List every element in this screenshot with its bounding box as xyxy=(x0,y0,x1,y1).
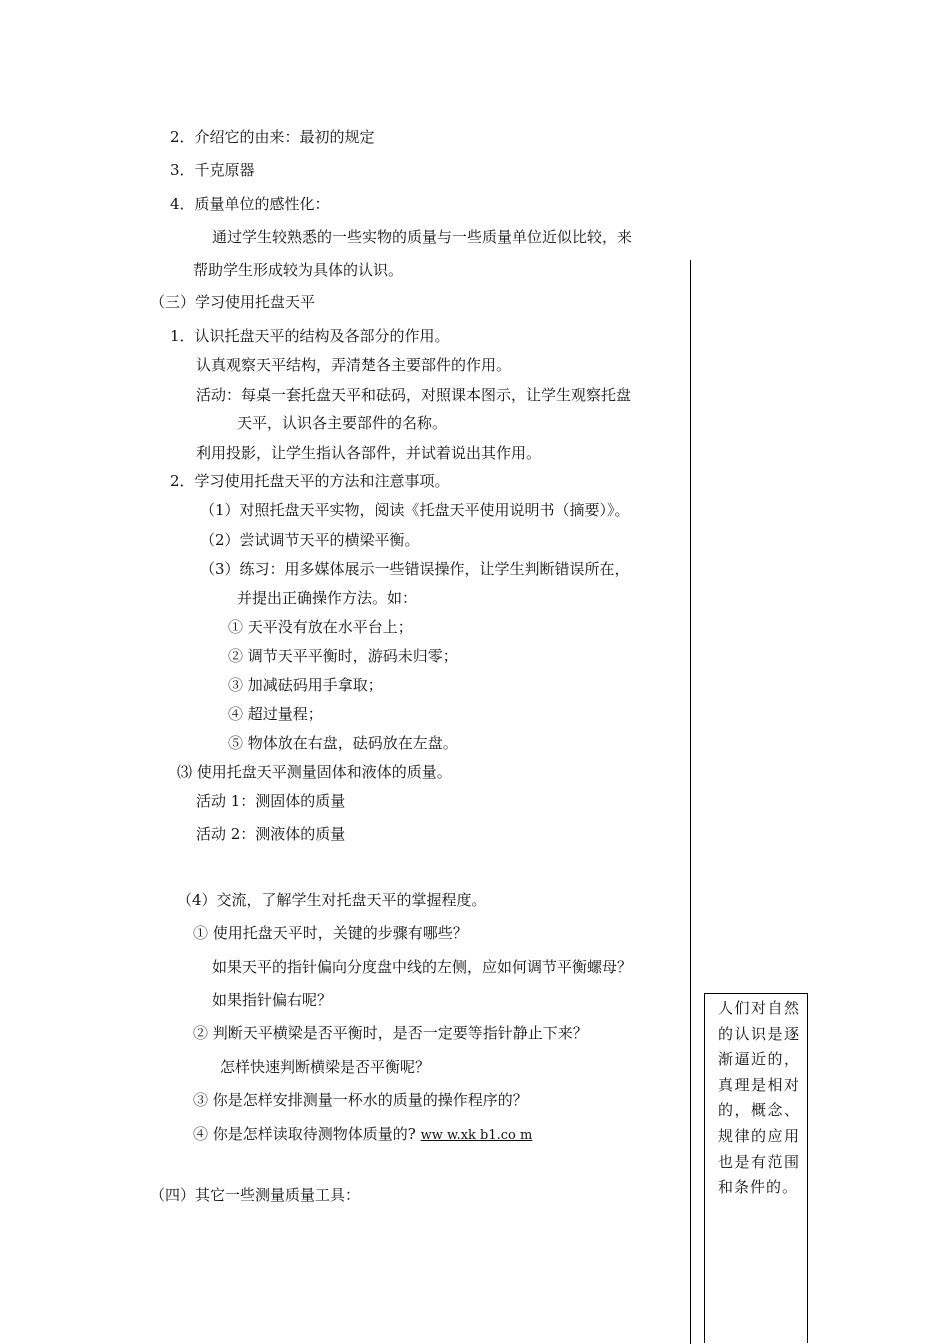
paragraph-line: 认真观察天平结构，弄清楚各主要部件的作用。 xyxy=(196,356,512,374)
paragraph-line: 帮助学生形成较为具体的认识。 xyxy=(193,261,404,279)
paragraph-line: 通过学生较熟悉的一些实物的质量与一些质量单位近似比较，来 xyxy=(212,228,633,246)
paragraph-line: 天平，认识各主要部件的名称。 xyxy=(237,414,448,432)
numbered-item: ⑤ 物体放在右盘，砝码放在左盘。 xyxy=(228,734,458,752)
list-item: 1．认识托盘天平的结构及各部分的作用。 xyxy=(170,327,450,345)
question-text: ④ 你是怎样读取待测物体质量的? xyxy=(193,1125,416,1143)
paragraph-line: 如果天平的指针偏向分度盘中线的左侧，应如何调节平衡螺母？ xyxy=(212,958,633,976)
sub-item: （1）对照托盘天平实物，阅读《托盘天平使用说明书（摘要）》。 xyxy=(200,501,630,519)
numbered-item: ③ 加减砝码用手拿取； xyxy=(228,676,383,694)
column-divider xyxy=(690,260,691,1344)
activity-line: 活动 1：测固体的质量 xyxy=(196,792,346,810)
paragraph-line: 怎样快速判断横梁是否平衡呢？ xyxy=(220,1058,431,1076)
list-item: 2．学习使用托盘天平的方法和注意事项。 xyxy=(170,472,450,490)
numbered-item: ① 天平没有放在水平台上； xyxy=(228,618,413,636)
watermark-link[interactable]: ww w.xk b1.co m xyxy=(420,1128,533,1143)
numbered-item: ② 调节天平平衡时，游码未归零； xyxy=(228,647,458,665)
paragraph-line: 利用投影，让学生指认各部件，并试着说出其作用。 xyxy=(196,444,542,462)
paragraph-line: 活动：每桌一套托盘天平和砝码，对照课本图示，让学生观察托盘 xyxy=(196,386,632,404)
activity-line: 活动 2：测液体的质量 xyxy=(196,825,346,843)
sub-item: （2）尝试调节天平的横梁平衡。 xyxy=(200,531,420,549)
sub-item: （4）交流，了解学生对托盘天平的掌握程度。 xyxy=(177,891,487,909)
section-heading: （三）学习使用托盘天平 xyxy=(150,293,316,311)
question-item: ① 使用托盘天平时，关键的步骤有哪些？ xyxy=(193,924,468,942)
sidebar-note: 人们对自然的认识是逐渐逼近的，真理是相对的，概念、规律的应用也是有范围和条件的。 xyxy=(718,999,800,1197)
sub-item: （3）练习：用多媒体展示一些错误操作，让学生判断错误所在， xyxy=(200,560,630,578)
list-item: 4．质量单位的感性化： xyxy=(170,195,330,213)
question-item: ③ 你是怎样安排测量一杯水的质量的操作程序的？ xyxy=(193,1091,528,1109)
list-item: 2．介绍它的由来：最初的规定 xyxy=(170,128,375,146)
paragraph-line: 如果指针偏右呢？ xyxy=(212,991,333,1009)
sub-item: ⑶ 使用托盘天平测量固体和液体的质量。 xyxy=(177,763,452,781)
sidebar-note-box xyxy=(704,993,808,1343)
question-item xyxy=(193,1124,532,1146)
paragraph-line: 并提出正确操作方法。如： xyxy=(237,589,418,607)
question-item: ② 判断天平横梁是否平衡时，是否一定要等指针静止下来？ xyxy=(193,1024,588,1042)
list-item: 3．千克原器 xyxy=(170,161,255,179)
numbered-item: ④ 超过量程； xyxy=(228,705,323,723)
section-heading: （四）其它一些测量质量工具： xyxy=(150,1186,361,1204)
